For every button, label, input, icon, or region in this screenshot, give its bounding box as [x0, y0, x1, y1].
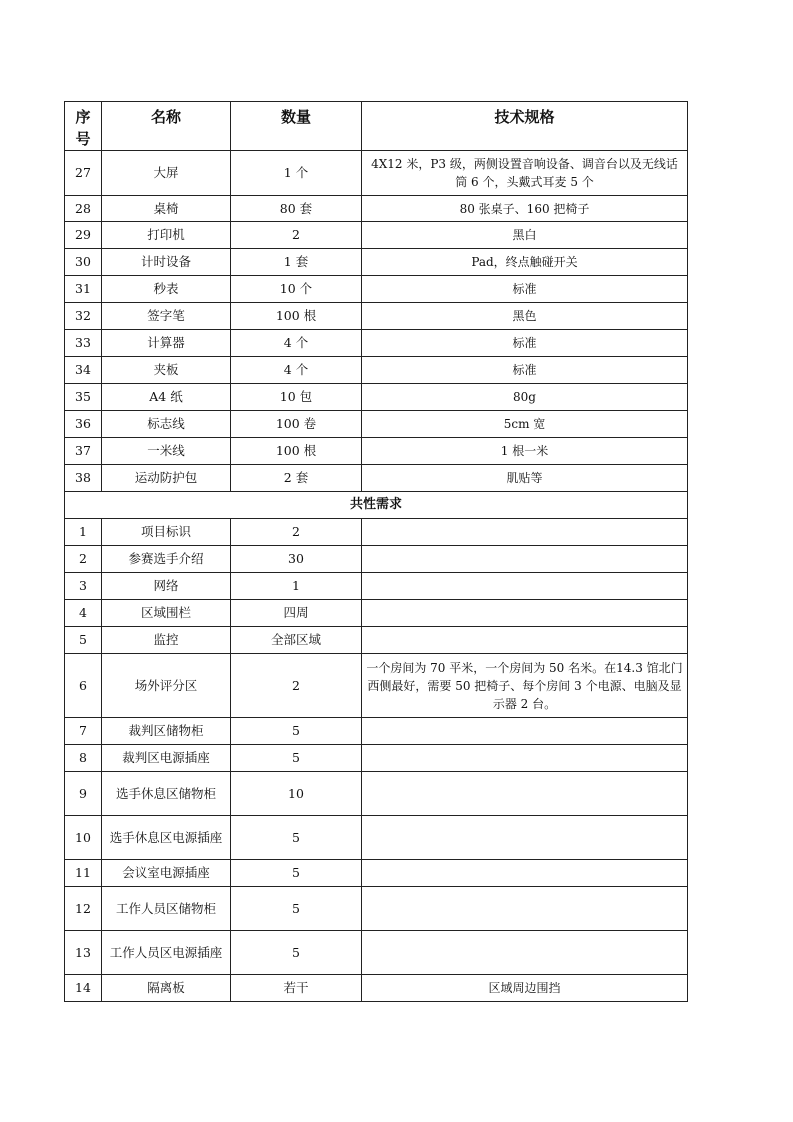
cell-qty: 2	[231, 654, 362, 718]
header-row	[65, 102, 688, 151]
cell-no: 5	[65, 627, 102, 654]
table-row	[65, 931, 688, 975]
cell-spec: 4X12 米，P3 级，两侧设置音响设备、调音台以及无线话筒 6 个，头戴式耳麦 5 个	[362, 151, 688, 196]
cell-qty: 5	[231, 816, 362, 860]
cell-name: 监控	[102, 627, 231, 654]
cell-name: A4 纸	[102, 384, 231, 411]
cell-qty: 1 个	[231, 151, 362, 196]
cell-name: 选手休息区电源插座	[102, 816, 231, 860]
cell-name: 选手休息区储物柜	[102, 772, 231, 816]
cell-spec: 一个房间为 70 平米，一个房间为 50 名米。在14.3 馆北门西侧最好，需要 50 把椅子、每个房间 3 个电源、电脑及显示器 2 台。	[362, 654, 688, 718]
cell-name: 工作人员区储物柜	[102, 887, 231, 931]
cell-no: 3	[65, 573, 102, 600]
cell-name: 裁判区电源插座	[102, 745, 231, 772]
cell-spec	[362, 627, 688, 654]
table-row	[65, 600, 688, 627]
table-row	[65, 718, 688, 745]
cell-spec	[362, 573, 688, 600]
cell-qty: 2	[231, 222, 362, 249]
cell-no: 13	[65, 931, 102, 975]
cell-spec: 5cm 宽	[362, 411, 688, 438]
cell-qty: 100 根	[231, 303, 362, 330]
cell-no: 14	[65, 975, 102, 1002]
cell-name: 区域围栏	[102, 600, 231, 627]
cell-no: 6	[65, 654, 102, 718]
cell-no: 31	[65, 276, 102, 303]
table-row	[65, 816, 688, 860]
cell-spec: 80 张桌子、160 把椅子	[362, 196, 688, 222]
table-row	[65, 519, 688, 546]
table-row	[65, 975, 688, 1002]
cell-name: 隔离板	[102, 975, 231, 1002]
cell-qty: 10 个	[231, 276, 362, 303]
cell-no: 36	[65, 411, 102, 438]
table-row	[65, 772, 688, 816]
cell-spec	[362, 860, 688, 887]
table-row	[65, 330, 688, 357]
header-spec: 技术规格	[362, 102, 688, 151]
table-row	[65, 654, 688, 718]
cell-spec	[362, 600, 688, 627]
table-row	[65, 411, 688, 438]
table-row	[65, 573, 688, 600]
cell-no: 33	[65, 330, 102, 357]
table-row	[65, 465, 688, 492]
table-row	[65, 276, 688, 303]
cell-spec: 80g	[362, 384, 688, 411]
cell-qty: 4 个	[231, 357, 362, 384]
cell-no: 30	[65, 249, 102, 276]
equipment-table	[64, 101, 688, 1002]
cell-no: 8	[65, 745, 102, 772]
cell-name: 场外评分区	[102, 654, 231, 718]
cell-no: 27	[65, 151, 102, 196]
cell-spec: 肌贴等	[362, 465, 688, 492]
cell-spec: 标准	[362, 276, 688, 303]
cell-qty: 4 个	[231, 330, 362, 357]
cell-spec	[362, 718, 688, 745]
cell-qty: 1	[231, 573, 362, 600]
cell-name: 标志线	[102, 411, 231, 438]
cell-qty: 10 包	[231, 384, 362, 411]
cell-no: 34	[65, 357, 102, 384]
cell-name: 裁判区储物柜	[102, 718, 231, 745]
cell-spec: Pad，终点触碰开关	[362, 249, 688, 276]
cell-qty: 100 卷	[231, 411, 362, 438]
cell-no: 38	[65, 465, 102, 492]
cell-name: 会议室电源插座	[102, 860, 231, 887]
table-row	[65, 438, 688, 465]
cell-no: 4	[65, 600, 102, 627]
cell-no: 29	[65, 222, 102, 249]
cell-name: 大屏	[102, 151, 231, 196]
table-row	[65, 860, 688, 887]
cell-qty: 全部区域	[231, 627, 362, 654]
cell-no: 12	[65, 887, 102, 931]
cell-qty: 5	[231, 931, 362, 975]
cell-qty: 10	[231, 772, 362, 816]
table-row	[65, 303, 688, 330]
cell-no: 11	[65, 860, 102, 887]
cell-no: 10	[65, 816, 102, 860]
cell-spec	[362, 816, 688, 860]
cell-no: 32	[65, 303, 102, 330]
cell-spec: 黑色	[362, 303, 688, 330]
cell-qty: 5	[231, 718, 362, 745]
cell-qty: 5	[231, 887, 362, 931]
cell-name: 运动防护包	[102, 465, 231, 492]
cell-qty: 30	[231, 546, 362, 573]
cell-name: 项目标识	[102, 519, 231, 546]
cell-qty: 若干	[231, 975, 362, 1002]
cell-spec	[362, 745, 688, 772]
table-row	[65, 196, 688, 222]
table-row	[65, 887, 688, 931]
cell-no: 2	[65, 546, 102, 573]
cell-name: 秒表	[102, 276, 231, 303]
cell-name: 计算器	[102, 330, 231, 357]
table-row	[65, 357, 688, 384]
cell-name: 夹板	[102, 357, 231, 384]
cell-qty: 100 根	[231, 438, 362, 465]
cell-no: 9	[65, 772, 102, 816]
cell-no: 28	[65, 196, 102, 222]
cell-name: 签字笔	[102, 303, 231, 330]
cell-qty: 2 套	[231, 465, 362, 492]
cell-no: 37	[65, 438, 102, 465]
section-title: 共性需求	[65, 492, 688, 519]
cell-name: 桌椅	[102, 196, 231, 222]
cell-no: 35	[65, 384, 102, 411]
header-qty: 数量	[231, 102, 362, 151]
cell-qty: 四周	[231, 600, 362, 627]
cell-spec	[362, 546, 688, 573]
cell-spec: 1 根一米	[362, 438, 688, 465]
cell-name: 参赛选手介绍	[102, 546, 231, 573]
table-row	[65, 546, 688, 573]
cell-no: 1	[65, 519, 102, 546]
cell-spec: 区域周边围挡	[362, 975, 688, 1002]
cell-spec: 黑白	[362, 222, 688, 249]
table-row	[65, 249, 688, 276]
cell-name: 网络	[102, 573, 231, 600]
header-name: 名称	[102, 102, 231, 151]
header-no: 序号	[65, 102, 102, 151]
table-row	[65, 151, 688, 196]
cell-qty: 5	[231, 745, 362, 772]
cell-name: 一米线	[102, 438, 231, 465]
table-row	[65, 222, 688, 249]
cell-spec	[362, 931, 688, 975]
cell-qty: 5	[231, 860, 362, 887]
table-row	[65, 627, 688, 654]
cell-spec	[362, 887, 688, 931]
table-row	[65, 384, 688, 411]
cell-spec	[362, 519, 688, 546]
cell-spec	[362, 772, 688, 816]
cell-no: 7	[65, 718, 102, 745]
cell-qty: 1 套	[231, 249, 362, 276]
cell-name: 打印机	[102, 222, 231, 249]
cell-spec: 标准	[362, 357, 688, 384]
cell-name: 工作人员区电源插座	[102, 931, 231, 975]
cell-name: 计时设备	[102, 249, 231, 276]
section-row	[65, 492, 688, 519]
cell-spec: 标准	[362, 330, 688, 357]
cell-qty: 2	[231, 519, 362, 546]
table-row	[65, 745, 688, 772]
cell-qty: 80 套	[231, 196, 362, 222]
